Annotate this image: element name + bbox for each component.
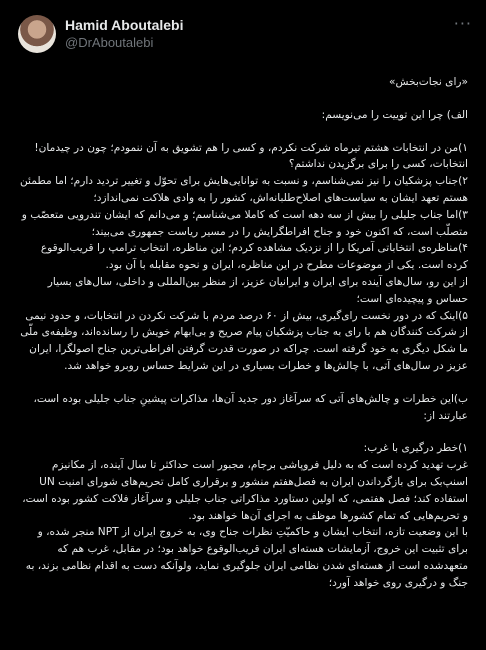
author-info	[65, 16, 184, 52]
paragraph: با این وضعیت تازه، انتخاب ایشان و حاکمیّتِ نظرات جناح وی، به خروج ایران از NPT منجر شده، و برای تثبیت این خروج، آزمایشات هسته‌ای ایران قریب‌الوقوع خواهد بود؛ در مقابل، غرب هم که متعهدشده است از هسته‌ای شدن نظامی ایران جلوگیری نماید، ولوآنکه دست به اقدام نظامی بزند، به جنگ و درگیری روی خواهد آورد؛	[25, 526, 468, 589]
paragraph: ۲)جناب پزشکیان را نیز نمی‌شناسم، و نسبت به توانایی‌هایش برای تحوّل و تغییر تردید دارم؛ اما مطمئن هستم تعهد ایشان به سیاست‌های اصلاح‌طلبانه‌اش، کشور را به وادی هلاکت نمی‌اندازد؛	[19, 175, 468, 204]
tweet-header	[14, 12, 472, 56]
paragraph: ۴)مناظره‌ی انتخاباتی آمریکا را از نزدیک مشاهده کردم؛ این مناظره، انتخاب ترامپ را قریب‌الوقوع کرده است. یکی از موضوعات مطرح در این مناظره، ایران و نحوه مقابله با آن بود.	[40, 242, 468, 272]
tweet-title: «رای نجات‌بخش»	[389, 76, 468, 88]
author-name[interactable]: Hamid Aboutalebi	[65, 17, 184, 33]
paragraph: ۱)من در انتخابات هشتم تیرماه شرکت نکردم، و کسی را هم تشویق به آن ننمودم؛ چون در چیدمان! انتخابات، کسی را برای برگزیدن نداشتم؟	[34, 141, 468, 171]
section-b-heading: ب)این خطرات و چالش‌های آتی که سرآغاز دور جدید آن‌ها، مذاکرات پیشینِ جناب جلیلی بوده است، عبارتند از:	[33, 392, 468, 422]
tweet-body	[14, 74, 472, 592]
paragraph: ۱)خطر درگیری با غرب:	[363, 442, 468, 455]
more-horizontal-icon[interactable]: ···	[453, 14, 472, 33]
paragraph: غرب تهدید کرده است که به دلیل فروپاشی برجام، مجبور است حداکثر تا سال آینده، از مکانیزم اسنپ‌بک برای بازگرداندن ایران به فصل‌هفتم منشور و برقراری کامل تحریم‌های شورای امنیت UN استفاده کند؛ فصل هفتمی، که اولین دستاورد مذاکراتی جناب جلیلی و سرآغاز فلاکت کشور بوده است، و تحریم‌هایی که تمام کشورها موظف به اجرای آن‌ها خواهند بود.	[22, 459, 468, 522]
paragraph: از این رو، سال‌های آینده برای ایران و ایرانیان عزیز، از منظر بین‌المللی و داخلی، سال‌های بسیار حساس و پیچیده‌ای است؛	[47, 275, 468, 305]
section-a-heading: الف) چرا این توییت را می‌نویسم:	[321, 108, 468, 121]
author-handle[interactable]: @DrAboutalebi	[65, 35, 154, 50]
paragraph: ۳)اما جناب جلیلی را بیش از سه دهه است که کاملا می‌شناسم؛ و می‌دانم که ایشان تندرویی متعصّب و متصلّب است، که اکنون خود و جناح افراطگرایش را در مسیر ریاست جمهوری می‌بیند؛	[21, 208, 468, 238]
avatar[interactable]	[18, 15, 56, 53]
paragraph: ۵)اینک که در دور نخست رای‌گیری، بیش از ۶۰ درصد مردم با شرکت نکردن در انتخابات، و حدود نیمی از شرکت کنندگان هم با رای به جناب پزشکیان پیام صریح و بی‌ابهام خویش را رسانده‌اند، وظیفه‌ی ملّی ما شکل دیگری به خود گرفته است. چراکه در صورت قدرت گرفتن افراطی‌ترین جناح اصولگرا، ایران عزیز در سال‌های آتی، با چالش‌ها و خطرات بسیاری در این شرایط حساس روبرو خواهد شد.	[20, 309, 468, 372]
